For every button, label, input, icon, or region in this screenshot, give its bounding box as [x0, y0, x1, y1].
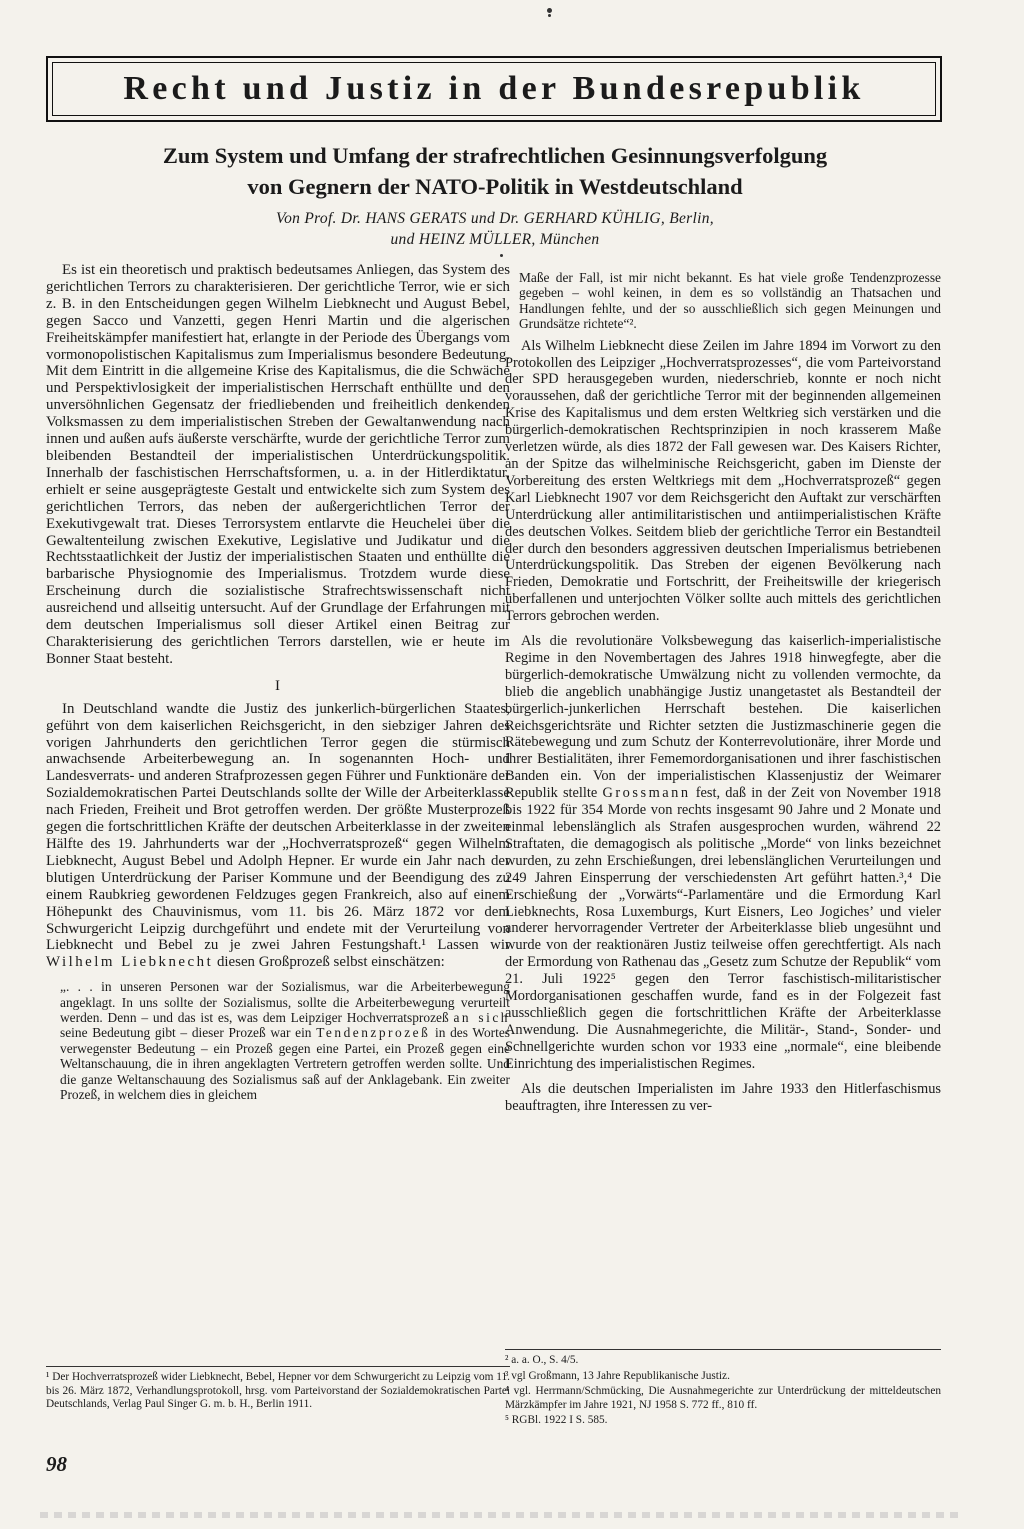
footnote-5: ⁵ RGBl. 1922 I S. 585. [505, 1414, 608, 1427]
liebknecht-quote [60, 979, 510, 1102]
author-byline-line-2: und HEINZ MÜLLER, München [390, 231, 600, 248]
author-byline-line-1: Von Prof. Dr. HANS GERATS und Dr. GERHARD KÜHLIG, Berlin, [276, 210, 714, 227]
liebknecht-quote-continued: Maße der Fall, ist mir nicht bekannt. Es hat viele große Tendenzprozesse gegeben – wohl keinen, in dem es so vollständig an Thatsachen und Handlungen fehlte, und der so ausschließlich sich gegen Meinungen und Grundsätze richtete“². [519, 270, 941, 332]
ink-speck-middle [500, 254, 503, 257]
quote-part-c: in des Wortes verwegenster Bedeutung – ein Prozeß gegen eine Partei, ein Prozeß gegen eine Weltanschauung, die in ihren angeklagten Vertretern getroffen werden sollte. Und die ganze Weltanschauung des Sozialismus saß auf der Anklagebank. Ein zweiter Prozeß, in welchem dies in gleichem [60, 1025, 510, 1103]
right-paragraph-2 [505, 633, 941, 1073]
spaced-name-grossmann: Grossmann [602, 785, 691, 802]
spaced-an-sich: an sich [453, 1010, 510, 1026]
footnote-1: ¹ Der Hochverratsprozeß wider Liebknecht, Bebel, Hepner vor dem Schwurgericht zu Leipzig vom 11. bis 26. März 1872, Verhandlungsprotokoll, hrsg. vom Parteivorstand der Sozialdemokratischen Partei Deutschlands, Verlag Paul Singer G. m. b. H., Berlin 1911. [46, 1371, 510, 1411]
intro-paragraph: Es ist ein theoretisch und praktisch bedeutsames Anliegen, das System des gerichtlichen Terrors zu charakterisieren. Der gerichtliche Terror, wie er sich z. B. in den Entscheidungen gegen Wilhelm Liebknecht und August Bebel, gegen Sacco und Vanzetti, gegen Henri Martin und die algerischen Freiheitskämpfer manifestiert hat, erlangte in der Periode des Übergangs vom vormonopolistischen Kapitalismus zum Imperialismus besondere Bedeutung. Mit dem Eintritt in die allgemeine Krise des Kapitalismus, die die Schwäche und Perspektivlosigkeit der imperialistischen Herrschaft enthüllte und den unversöhnlichen Gegensatz der friedliebenden und freiheitlich denkenden Volksmassen zu dem imperialistischen Streben der Gewaltanwendung nach innen und außen aufs äußerste verschärfte, wurde der gerichtliche Terror zum bleibenden Bestandteil der imperialistischen Unterdrückungspolitik. Innerhalb der faschistischen Herrschaftsformen, u. a. in der Hitlerdiktatur, erhielt er seine ausgeprägteste Gestalt und entwickelte sich zum System des gerichtlichen Terrors, das neben der außergerichtlichen Terror der Exekutivgewalt trat. Dieses Terrorsystem entlarvte die Heuchelei über die Gewaltenteilung zwischen Exekutive, Legislative und Judikatur und die Rechtsstaatlichkeit der Justiz der imperialistischen Staaten und enthüllte die barbarische Physiognomie des Imperialismus. Trotzdem wurde diese Erscheinung durch die sozialistische Strafrechtswissenschaft nicht ausreichend und allseitig untersucht. Auf der Grundlage der Erfahrungen mit dem deutschen Imperialismus soll dieser Artikel einen Beitrag zur Charakterisierung des gerichtlichen Terrors darstellen, wie er heute im Bonner Staat besteht. [46, 262, 510, 667]
page-number: 98 [46, 1452, 67, 1476]
spaced-name-liebknecht: Wilhelm Liebknecht [46, 954, 214, 971]
section-banner-text: Recht und Justiz in der Bundesrepublik [123, 70, 865, 107]
article-title [60, 140, 930, 202]
article-title-line-2: von Gegnern der NATO-Politik in Westdeutschland [247, 174, 743, 199]
footnotes-left [46, 1366, 510, 1414]
quote-part-a: „. . . in unseren Personen war der Sozialismus, war die Arbeiterbewegung angeklagt. In uns sollte der Sozialismus, sollte die Arbeiterbewegung verurteilt werden. Denn – und das ist es, was dem Leipziger Hochverratsprozeß [60, 979, 510, 1026]
right-column [505, 270, 941, 1122]
section-heading-roman-1: I [275, 677, 281, 694]
section-1-paragraph-end: diesen Großprozeß selbst einschätzen: [216, 954, 445, 971]
footnotes-right [505, 1349, 941, 1430]
author-byline [60, 208, 930, 250]
ink-speck-top [547, 8, 552, 13]
section-1-paragraph-text: In Deutschland wandte die Justiz des junkerlich-bürgerlichen Staates, geführt von dem kaiserlichen Reichsgericht, in den siebziger Jahren des vorigen Jahrhunderts den gerichtlichen Terror gegen die stürmisch anwachsende Arbeiterbewegung an. In sogenannten Hoch- und Landesverrats- und anderen Strafprozessen gegen Führer und Funktionäre der Sozialdemokratischen Partei Deutschlands sollte der Wille der Arbeiterklasse nach Frieden, Freiheit und Brot getroffen werden. Der größte Musterprozeß gegen die fortschrittlichen Kräfte der deutschen Arbeiterklasse in der zweiten Hälfte des 19. Jahrhunderts war der „Hochverratsprozeß“ gegen Wilhelm Liebknecht, August Bebel und Adolph Hepner. Er wurde ein Jahr nach der blutigen Unterdrückung der Pariser Kommune und der Beendigung des zu einem Raubkrieg gewordenen Feldzuges gegen Frankreich, also auf einem Höhepunkt des Chauvinismus, vom 11. bis 26. März 1872 vor dem Schwurgericht Leipzig durchgeführt und endete mit der Verurteilung von Liebknecht und Bebel zu je zwei Jahren Festungshaft.¹ Lassen wir [46, 700, 510, 954]
left-column [46, 262, 510, 1109]
right-paragraph-2-part-b: fest, daß in der Zeit von November 1918 bis 1922 für 354 Morde von rechts insgesamt 90 Jahre und 2 Monate und einmal lebenslänglich als Strafen ausgesprochen wurden, während 22 Straftaten, die demagogisch als politische „Morde“ von links bezeichnet wurden, zu zehn Erschießungen, drei lebenslänglichen Verurteilungen und 249 Jahren Einsperrung der verschiedensten Art geführt hatten.³,⁴ Die Erschießung der „Vorwärts“-Parlamentäre und die Ermordung Karl Liebknechts, Rosa Luxemburgs, Kurt Eisners, Leo Jogiches’ und vieler anderer hervorragender Vertreter der Arbeiterklasse blieb ungesühnt und wurde von der reaktionären Justiz teilweise offen gerechtfertigt. Als nach der Ermordung von Rathenau das „Gesetz zum Schutze der Republik“ vom 21. Juli 1922⁵ gegen den Terror faschistisch-militaristischer Mordorganisationen geschaffen wurde, fand es in der Folgezeit fast ausschließlich gegen die fortschrittlichen Kräfte der Arbeiterklasse Anwendung. Die Ausnahmegerichte, die Militär-, Stand-, Sonder- und Schnellgerichte wurden schon vor 1933 eine „normale“, eine bleibende Einrichtung des imperialistischen Regimes. [505, 785, 941, 1072]
right-paragraph-1: Als Wilhelm Liebknecht diese Zeilen im Jahre 1894 im Vorwort zu den Protokollen des Leipziger „Hochverratsprozesses“, die vom Parteivorstand der SPD herausgegeben wurden, niederschrieb, konnte er noch nicht voraussehen, daß der gerichtliche Terror mit der beginnenden allgemeinen Krise des Kapitalismus und dem ersten Weltkrieg sich verstärken und die bürgerlich-demokratischen Rechtsprinzipien in noch krasserem Maße verletzen würde, als dies 1872 der Fall gewesen war. Des Kaisers Richter, an der Spitze das wilhelminische Reichsgericht, gaben im Dienste der Vorbereitung des ersten Weltkriegs mit dem „Hochverratsprozeß“ gegen Karl Liebknecht 1907 vor dem Reichsgericht den Auftakt zur verschärften Unterdrückung aller antimilitaristischen und antiimperialistischen Kräfte des deutschen Volkes. Seitdem blieb der gerichtliche Terror ein Bestandteil der durch den besonders aggressiven deutschen Imperialismus betriebenen Unterdrückungspolitik. Das Streben der eigenen Bevölkerung nach Frieden, Demokratie und Fortschritt, der Freiheitswille der kriegerisch überfallenen und unterjochten Völker sollte auch mittels des gerichtlichen Terrors gebrochen werden. [505, 337, 941, 625]
ink-speck-top-2 [548, 14, 551, 17]
section-banner-inner-frame [52, 62, 936, 116]
spaced-tendenzprozess: Tendenzprozeß [316, 1025, 431, 1041]
footnote-2: ² a. a. O., S. 4/5. [505, 1354, 579, 1366]
footnote-3: ³ vgl Großmann, 13 Jahre Republikanische Justiz. [505, 1369, 730, 1382]
section-1-paragraph [46, 701, 510, 972]
right-paragraph-3: Als die deutschen Imperialisten im Jahre 1933 den Hitlerfaschismus beauftragten, ihre Interessen zu ver- [505, 1080, 941, 1114]
right-paragraph-2-part-a: Als die revolutionäre Volksbewegung das kaiserlich-imperialistische Regime in den Novembertagen des Jahres 1918 hinwegfegte, aber die bürgerlich-demokratische Umwälzung nicht zu vollenden vermochte, da blieb die angeblich unabhängige Justiz unangetastet als Bestandteil der bürgerlich-junkerlichen Herrschaft bestehen. Die kaiserlichen Reichsgerichtsräte und Richter setzten die Justizmaschinerie gegen die Rätebewegung und zum Schutz der Konterrevolutionäre, ihrer Morde und ihrer Bestialitäten, ihrer Fememordorganisationen und ihrer faschistischen Banden ein. Von der imperialistischen Klassenjustiz der Weimarer Republik stellte [505, 633, 941, 802]
quote-part-b: seine Bedeutung gibt – dieser Prozeß war ein [60, 1025, 312, 1041]
article-title-line-1: Zum System und Umfang der strafrechtlichen Gesinnungsverfolgung [162, 143, 828, 168]
footnote-4: ⁴ vgl. Herrmann/Schmücking, Die Ausnahmegerichte zur Unterdrückung der mitteldeutschen Märzkämpfer im Jahre 1921, NJ 1958 S. 772 ff., 810 ff. [505, 1385, 941, 1411]
section-banner [46, 56, 942, 122]
scan-edge-strip [40, 1512, 960, 1518]
